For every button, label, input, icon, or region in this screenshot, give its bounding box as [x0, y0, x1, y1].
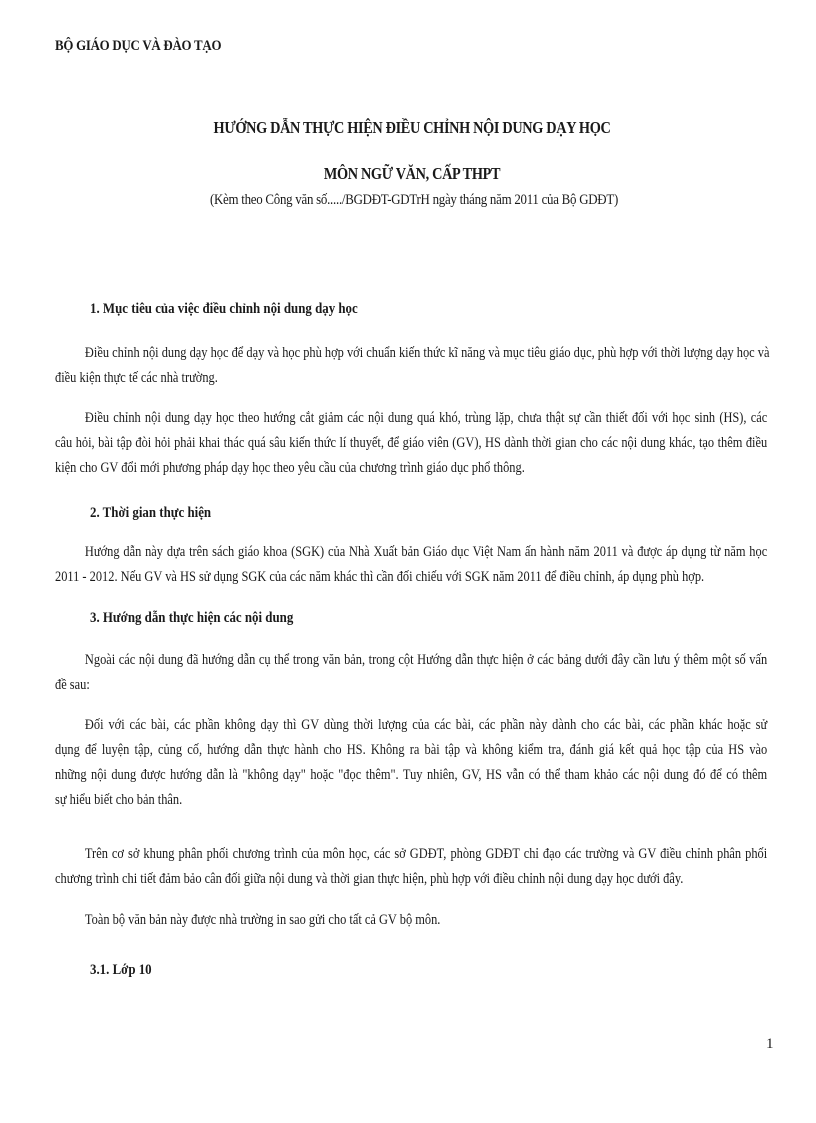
paragraph-line: đề sau:	[55, 677, 90, 693]
paragraph-line: Đối với các bài, các phần không dạy thì GV dùng thời lượng của các bài, các phần này dành cho các bài, các phần khác hoặc sử	[84, 717, 768, 733]
paragraph-line: Trên cơ sở khung phân phối chương trình của môn học, các sở GDĐT, phòng GDĐT chỉ đạo các trường và GV điều chỉnh phân phối	[84, 846, 768, 862]
document-subject: MÔN NGỮ VĂN, CẤP THPT	[323, 164, 501, 183]
paragraph-line: 2011 - 2012. Nếu GV và HS sử dụng SGK của các năm khác thì cần đối chiếu với SGK năm 2011 để điều chỉnh, áp dụng phù hợp.	[55, 569, 705, 585]
paragraph-line: dụng để luyện tập, củng cố, hướng dẫn thực hành cho HS. Không ra bài tập và không kiểm tra, đánh giá kết quả học tập của HS vào	[55, 742, 768, 758]
paragraph-line: Hướng dẫn này dựa trên sách giáo khoa (SGK) của Nhà Xuất bản Giáo dục Việt Nam ấn hành năm 2011 và được áp dụng từ năm học	[84, 544, 768, 560]
paragraph-line: Điều chỉnh nội dung dạy học theo hướng cắt giảm các nội dung quá khó, trùng lặp, chưa thật sự cần thiết đối với học sinh (HS), các	[84, 410, 768, 426]
paragraph	[55, 713, 767, 813]
document-title: HƯỚNG DẪN THỰC HIỆN ĐIỀU CHỈNH NỘI DUNG DẠY HỌC	[213, 118, 611, 137]
paragraph-line: điều kiện thực tế các nhà trường.	[55, 370, 218, 386]
paragraph	[55, 842, 767, 892]
section-heading-3-1: 3.1. Lớp 10	[90, 962, 152, 978]
paragraph-line: Ngoài các nội dung đã hướng dẫn cụ thể trong văn bản, trong cột Hướng dẫn thực hiện ở các bảng dưới đây cần lưu ý thêm một số vấn	[84, 652, 768, 668]
paragraph-line: Toàn bộ văn bản này được nhà trường in sao gửi cho tất cả GV bộ môn.	[84, 912, 441, 928]
paragraph	[55, 648, 767, 698]
paragraph-line: câu hỏi, bài tập đòi hỏi phải khai thác quá sâu kiến thức lí thuyết, để giáo viên (GV), HS dành thời gian cho các nội dung khác, tạo thêm điều	[55, 435, 768, 451]
paragraph	[55, 406, 767, 481]
section-heading-3: 3. Hướng dẫn thực hiện các nội dung	[90, 610, 294, 626]
paragraph-line: Điều chỉnh nội dung dạy học để dạy và học phù hợp với chuẩn kiến thức kĩ năng và mục tiêu giáo dục, phù hợp với thời lượng dạy học và	[84, 345, 770, 361]
paragraph-line: chương trình chi tiết đảm bảo cân đối giữa nội dung và thời gian thực hiện, phù hợp với điều chỉnh nội dung dạy học dưới đây.	[55, 871, 684, 887]
issuing-agency: BỘ GIÁO DỤC VÀ ĐÀO TẠO	[55, 38, 222, 54]
paragraph-line: những nội dung được hướng dẫn là "không dạy" hoặc "đọc thêm". Tuy nhiên, GV, HS vẫn có thể tham khảo các nội dung đó để có thêm	[55, 767, 768, 783]
section-heading-1: 1. Mục tiêu của việc điều chỉnh nội dung dạy học	[90, 301, 358, 317]
paragraph-line: kiện cho GV đổi mới phương pháp dạy học theo yêu cầu của chương trình giáo dục phổ thông.	[55, 460, 525, 476]
paragraph	[55, 341, 770, 391]
paragraph	[55, 540, 767, 590]
page-number: 1	[766, 1036, 774, 1052]
paragraph	[55, 908, 767, 933]
section-heading-2: 2. Thời gian thực hiện	[90, 505, 212, 521]
paragraph-line: sự hiểu biết cho bản thân.	[55, 792, 183, 808]
document-reference: (Kèm theo Công văn số...../BGDĐT-GDTrH ngày tháng năm 2011 của Bộ GDĐT)	[209, 192, 619, 208]
